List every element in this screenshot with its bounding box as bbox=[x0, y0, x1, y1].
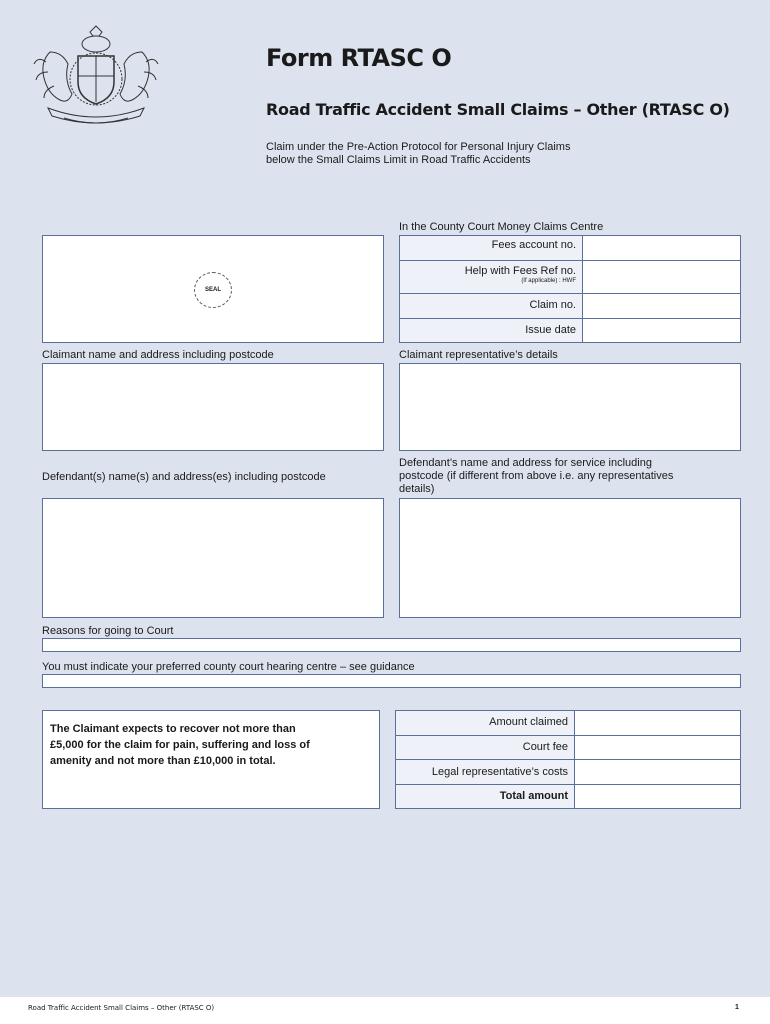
expectation-line: The Claimant expects to recover not more than bbox=[50, 723, 296, 735]
claimant-label: Claimant name and address including postcode bbox=[42, 349, 274, 361]
defendant-service-label-line: details) bbox=[399, 483, 435, 495]
royal-coat-of-arms-icon bbox=[28, 22, 164, 128]
seal-stamp: SEAL bbox=[194, 272, 232, 308]
defendant-service-label-line: Defendant’s name and address for service including bbox=[399, 457, 652, 469]
total-amount-field[interactable] bbox=[574, 785, 740, 808]
representative-label: Claimant representative’s details bbox=[399, 349, 558, 361]
legal-costs-row bbox=[395, 759, 741, 785]
court-fee-field[interactable] bbox=[574, 736, 740, 759]
claim-no-field[interactable] bbox=[582, 294, 740, 318]
hearing-centre-label: You must indicate your preferred county court hearing centre – see guidance bbox=[42, 661, 415, 673]
hearing-centre-field[interactable] bbox=[42, 674, 741, 688]
court-fee-row bbox=[395, 735, 741, 760]
amount-claimed-row bbox=[395, 710, 741, 736]
legal-costs-label: Legal representative’s costs bbox=[431, 766, 568, 778]
help-with-fees-label bbox=[465, 265, 576, 285]
expectation-line: £5,000 for the claim for pain, suffering and loss of bbox=[50, 739, 310, 751]
help-with-fees-row bbox=[399, 260, 741, 294]
reasons-field[interactable] bbox=[42, 638, 741, 652]
claim-no-row bbox=[399, 293, 741, 319]
page-number: 1 bbox=[735, 1004, 739, 1011]
fees-account-field[interactable] bbox=[582, 236, 740, 260]
issue-date-label: Issue date bbox=[525, 324, 576, 336]
defendant-label: Defendant(s) name(s) and address(es) including postcode bbox=[42, 471, 326, 483]
intro-text bbox=[266, 141, 666, 167]
legal-costs-field[interactable] bbox=[574, 760, 740, 784]
representative-field[interactable] bbox=[399, 363, 741, 451]
expectation-line: amenity and not more than £10,000 in total. bbox=[50, 755, 276, 767]
claim-no-label: Claim no. bbox=[529, 299, 576, 311]
expectation-text bbox=[50, 721, 370, 769]
form-title: Form RTASC O bbox=[266, 44, 452, 72]
intro-line: Claim under the Pre-Action Protocol for Personal Injury Claims bbox=[266, 141, 571, 153]
defendant-service-label-line: postcode (if different from above i.e. any representatives bbox=[399, 470, 674, 482]
fees-account-label: Fees account no. bbox=[491, 239, 576, 251]
issue-date-row bbox=[399, 318, 741, 343]
form-subtitle: Road Traffic Accident Small Claims – Other (RTASC O) bbox=[266, 100, 730, 119]
court-fee-label: Court fee bbox=[522, 741, 568, 753]
amount-claimed-label: Amount claimed bbox=[489, 716, 568, 728]
court-name: In the County Court Money Claims Centre bbox=[399, 221, 604, 233]
help-with-fees-note: (If applicable) : HWF bbox=[521, 278, 576, 284]
total-amount-label: Total amount bbox=[499, 790, 568, 802]
footer-title: Road Traffic Accident Small Claims – Other (RTASC O) bbox=[28, 1004, 215, 1012]
total-amount-row bbox=[395, 784, 741, 809]
claimant-field[interactable] bbox=[42, 363, 384, 451]
defendant-service-label bbox=[399, 457, 741, 496]
help-with-fees-field[interactable] bbox=[582, 261, 740, 293]
amount-claimed-field[interactable] bbox=[574, 711, 740, 735]
fees-account-row bbox=[399, 235, 741, 261]
defendant-service-field[interactable] bbox=[399, 498, 741, 618]
intro-line: below the Small Claims Limit in Road Traffic Accidents bbox=[266, 154, 531, 166]
defendant-field[interactable] bbox=[42, 498, 384, 618]
help-with-fees-label-text: Help with Fees Ref no. bbox=[464, 265, 576, 277]
issue-date-field[interactable] bbox=[582, 319, 740, 342]
reasons-label: Reasons for going to Court bbox=[42, 625, 174, 637]
